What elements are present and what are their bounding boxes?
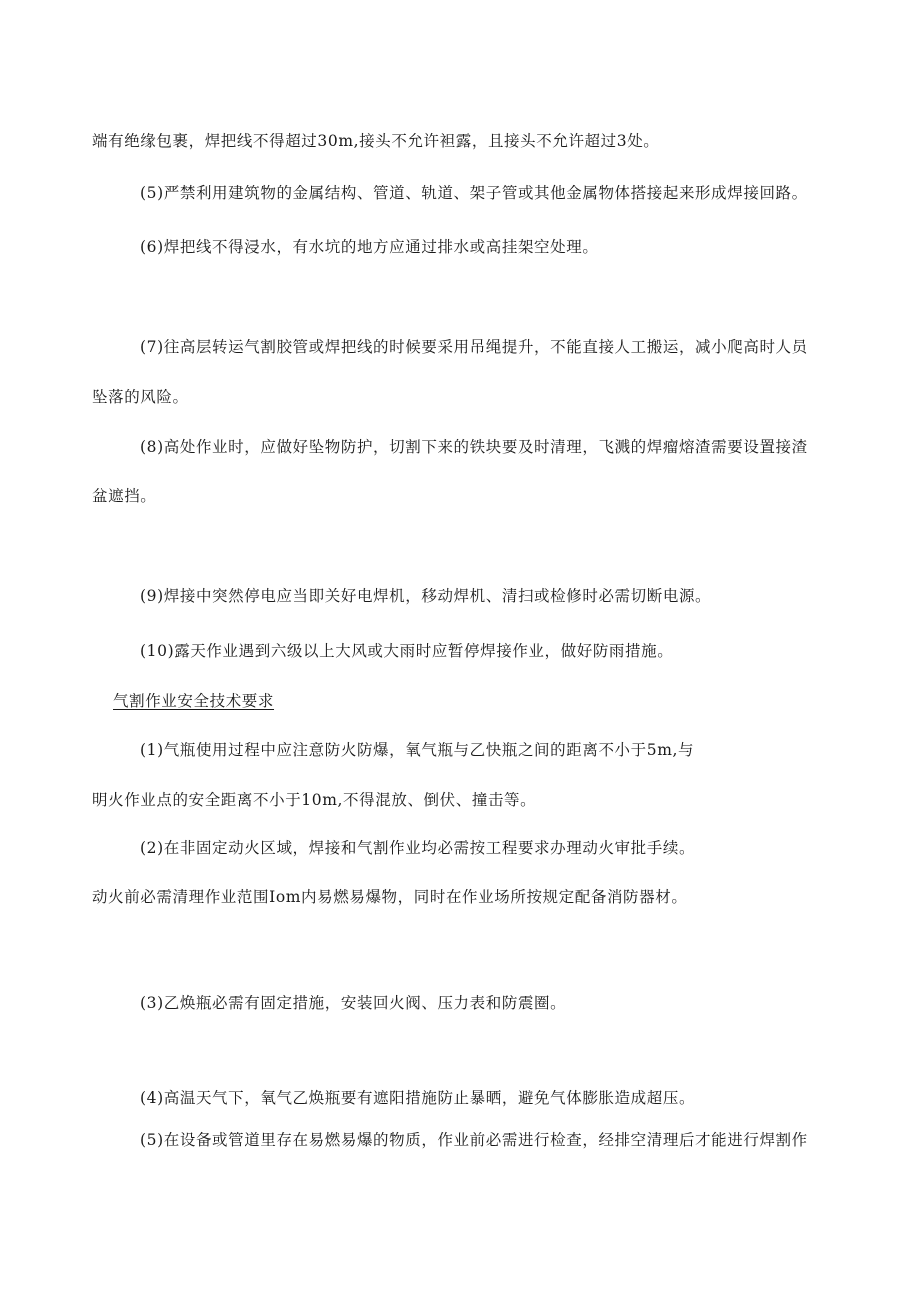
list-item-welding-10: (10)露天作业遇到六级以上大风或大雨时应暂停焊接作业，做好防雨措施。 — [140, 642, 674, 660]
text-line: 端有绝缘包裹，焊把线不得超过30m,接头不允许袒露，且接头不允许超过3处。 — [92, 132, 660, 150]
list-item-cutting-4: (4)高温天气下，氧气乙焕瓶要有遮阳措施防止暴晒，避免气体膨胀造成超压。 — [140, 1089, 696, 1107]
list-item-cutting-2: (2)在非固定动火区域，焊接和气割作业均必需按工程要求办理动火审批手续。 — [140, 839, 696, 857]
list-item-welding-5: (5)严禁利用建筑物的金属结构、管道、轨道、架子管或其他金属物体搭接起来形成焊接回路。 — [140, 184, 808, 202]
section-heading: 气割作业安全技术要求 — [113, 692, 275, 710]
text-line: 明火作业点的安全距离不小于10m,不得混放、倒伏、撞击等。 — [92, 791, 537, 809]
text-line: 盆遮挡。 — [92, 487, 157, 505]
list-item-welding-6: (6)焊把线不得浸水，有水坑的地方应通过排水或高挂架空处理。 — [140, 238, 599, 256]
list-item-cutting-1: (1)气瓶使用过程中应注意防火防爆，氧气瓶与乙快瓶之间的距离不小于5m,与 — [140, 741, 695, 759]
list-item-cutting-3: (3)乙焕瓶必需有固定措施，安装回火阀、压力表和防震圈。 — [140, 994, 567, 1012]
list-item-welding-7: (7)往高层转运气割胶管或焊把线的时候要采用吊绳提升，不能直接人工搬运，减小爬高时人员 — [140, 338, 808, 356]
list-item-cutting-5: (5)在设备或管道里存在易燃易爆的物质，作业前必需进行检查，经排空清理后才能进行焊割作 — [140, 1131, 808, 1149]
text-line: 坠落的风险。 — [92, 388, 189, 406]
list-item-welding-8: (8)高处作业时，应做好坠物防护，切割下来的铁块要及时清理，飞溅的焊瘤熔渣需要设置接渣 — [140, 438, 808, 456]
text-line: 动火前必需清理作业范围Iom内易燃易爆物，同时在作业场所按规定配备消防器材。 — [92, 888, 688, 906]
list-item-welding-9: (9)焊接中突然停电应当即关好电焊机，移动焊机、清扫或检修时必需切断电源。 — [140, 587, 712, 605]
